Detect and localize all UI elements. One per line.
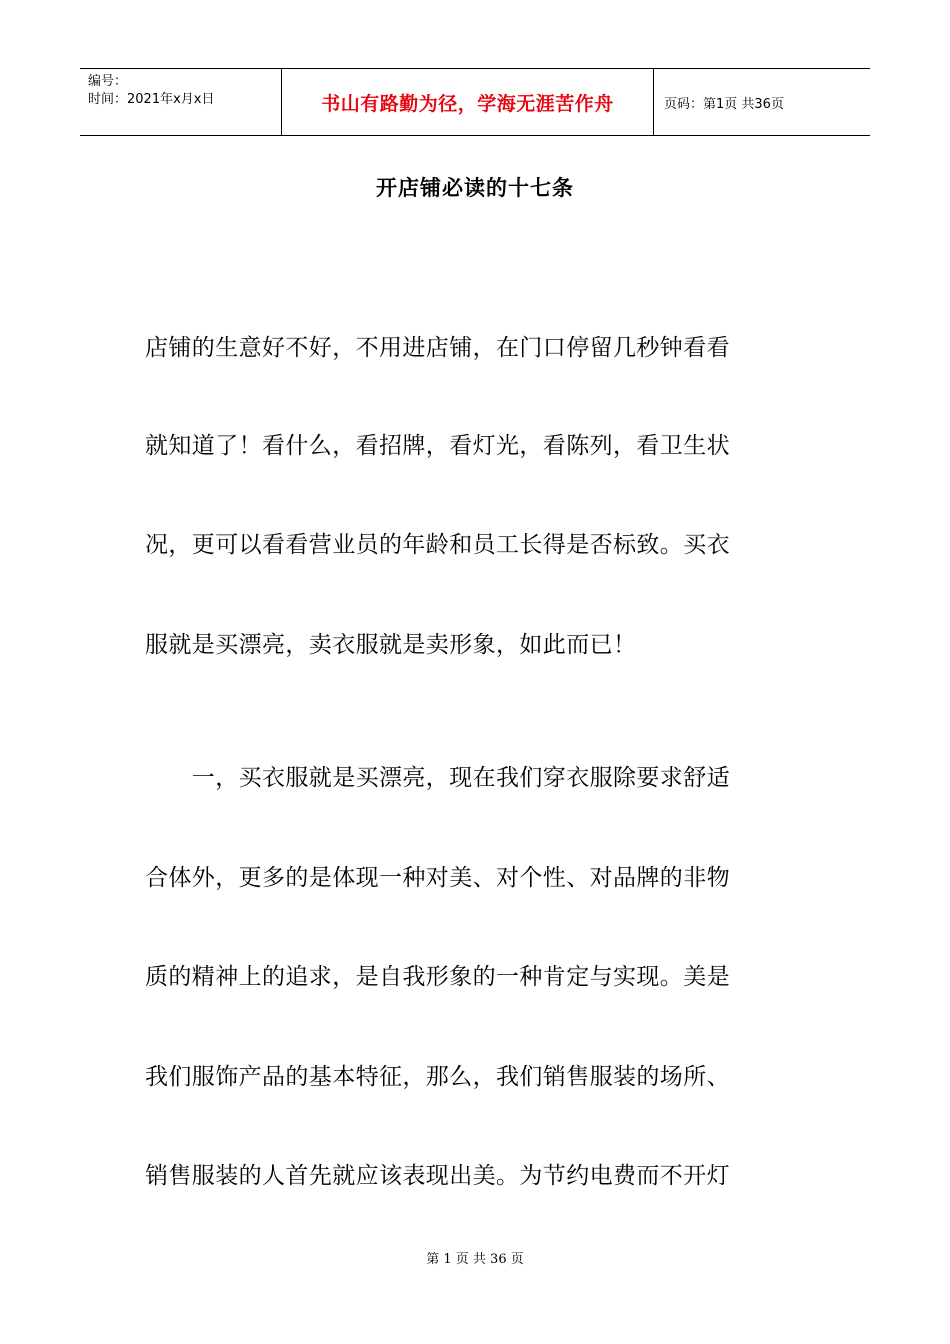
document-header <box>80 68 870 136</box>
header-meta <box>80 69 281 135</box>
paragraph-line: 我们服饰产品的基本特征，那么，我们销售服装的场所、 <box>145 1064 730 1090</box>
number-label: 编号： <box>88 74 128 89</box>
date-label: 时间：2021年x月x日 <box>88 92 215 107</box>
paragraph-line: 销售服装的人首先就应该表现出美。为节约电费而不开灯 <box>145 1163 730 1189</box>
paragraph-line: 就知道了！看什么，看招牌，看灯光，看陈列，看卫生状 <box>145 433 730 459</box>
header-motto: 书山有路勤为径，学海无涯苦作舟 <box>281 69 654 135</box>
paragraph-line: 合体外，更多的是体现一种对美、对个性、对品牌的非物 <box>145 865 730 891</box>
paragraph-line: 质的精神上的追求，是自我形象的一种肯定与实现。美是 <box>145 964 730 990</box>
document-title: 开店铺必读的十七条 <box>376 175 574 200</box>
paragraph-line: 服就是买漂亮，卖衣服就是卖形象，如此而已！ <box>145 632 637 658</box>
paragraph-line: 一，买衣服就是买漂亮，现在我们穿衣服除要求舒适 <box>145 765 730 791</box>
paragraph-line: 况，更可以看看营业员的年龄和员工长得是否标致。买衣 <box>145 532 730 558</box>
paragraph-line: 店铺的生意好不好，不用进店铺，在门口停留几秒钟看看 <box>145 335 730 361</box>
page-footer: 第 1 页 共 36 页 <box>426 1252 524 1267</box>
header-page-info: 页码：第1页 共36页 <box>664 96 784 112</box>
